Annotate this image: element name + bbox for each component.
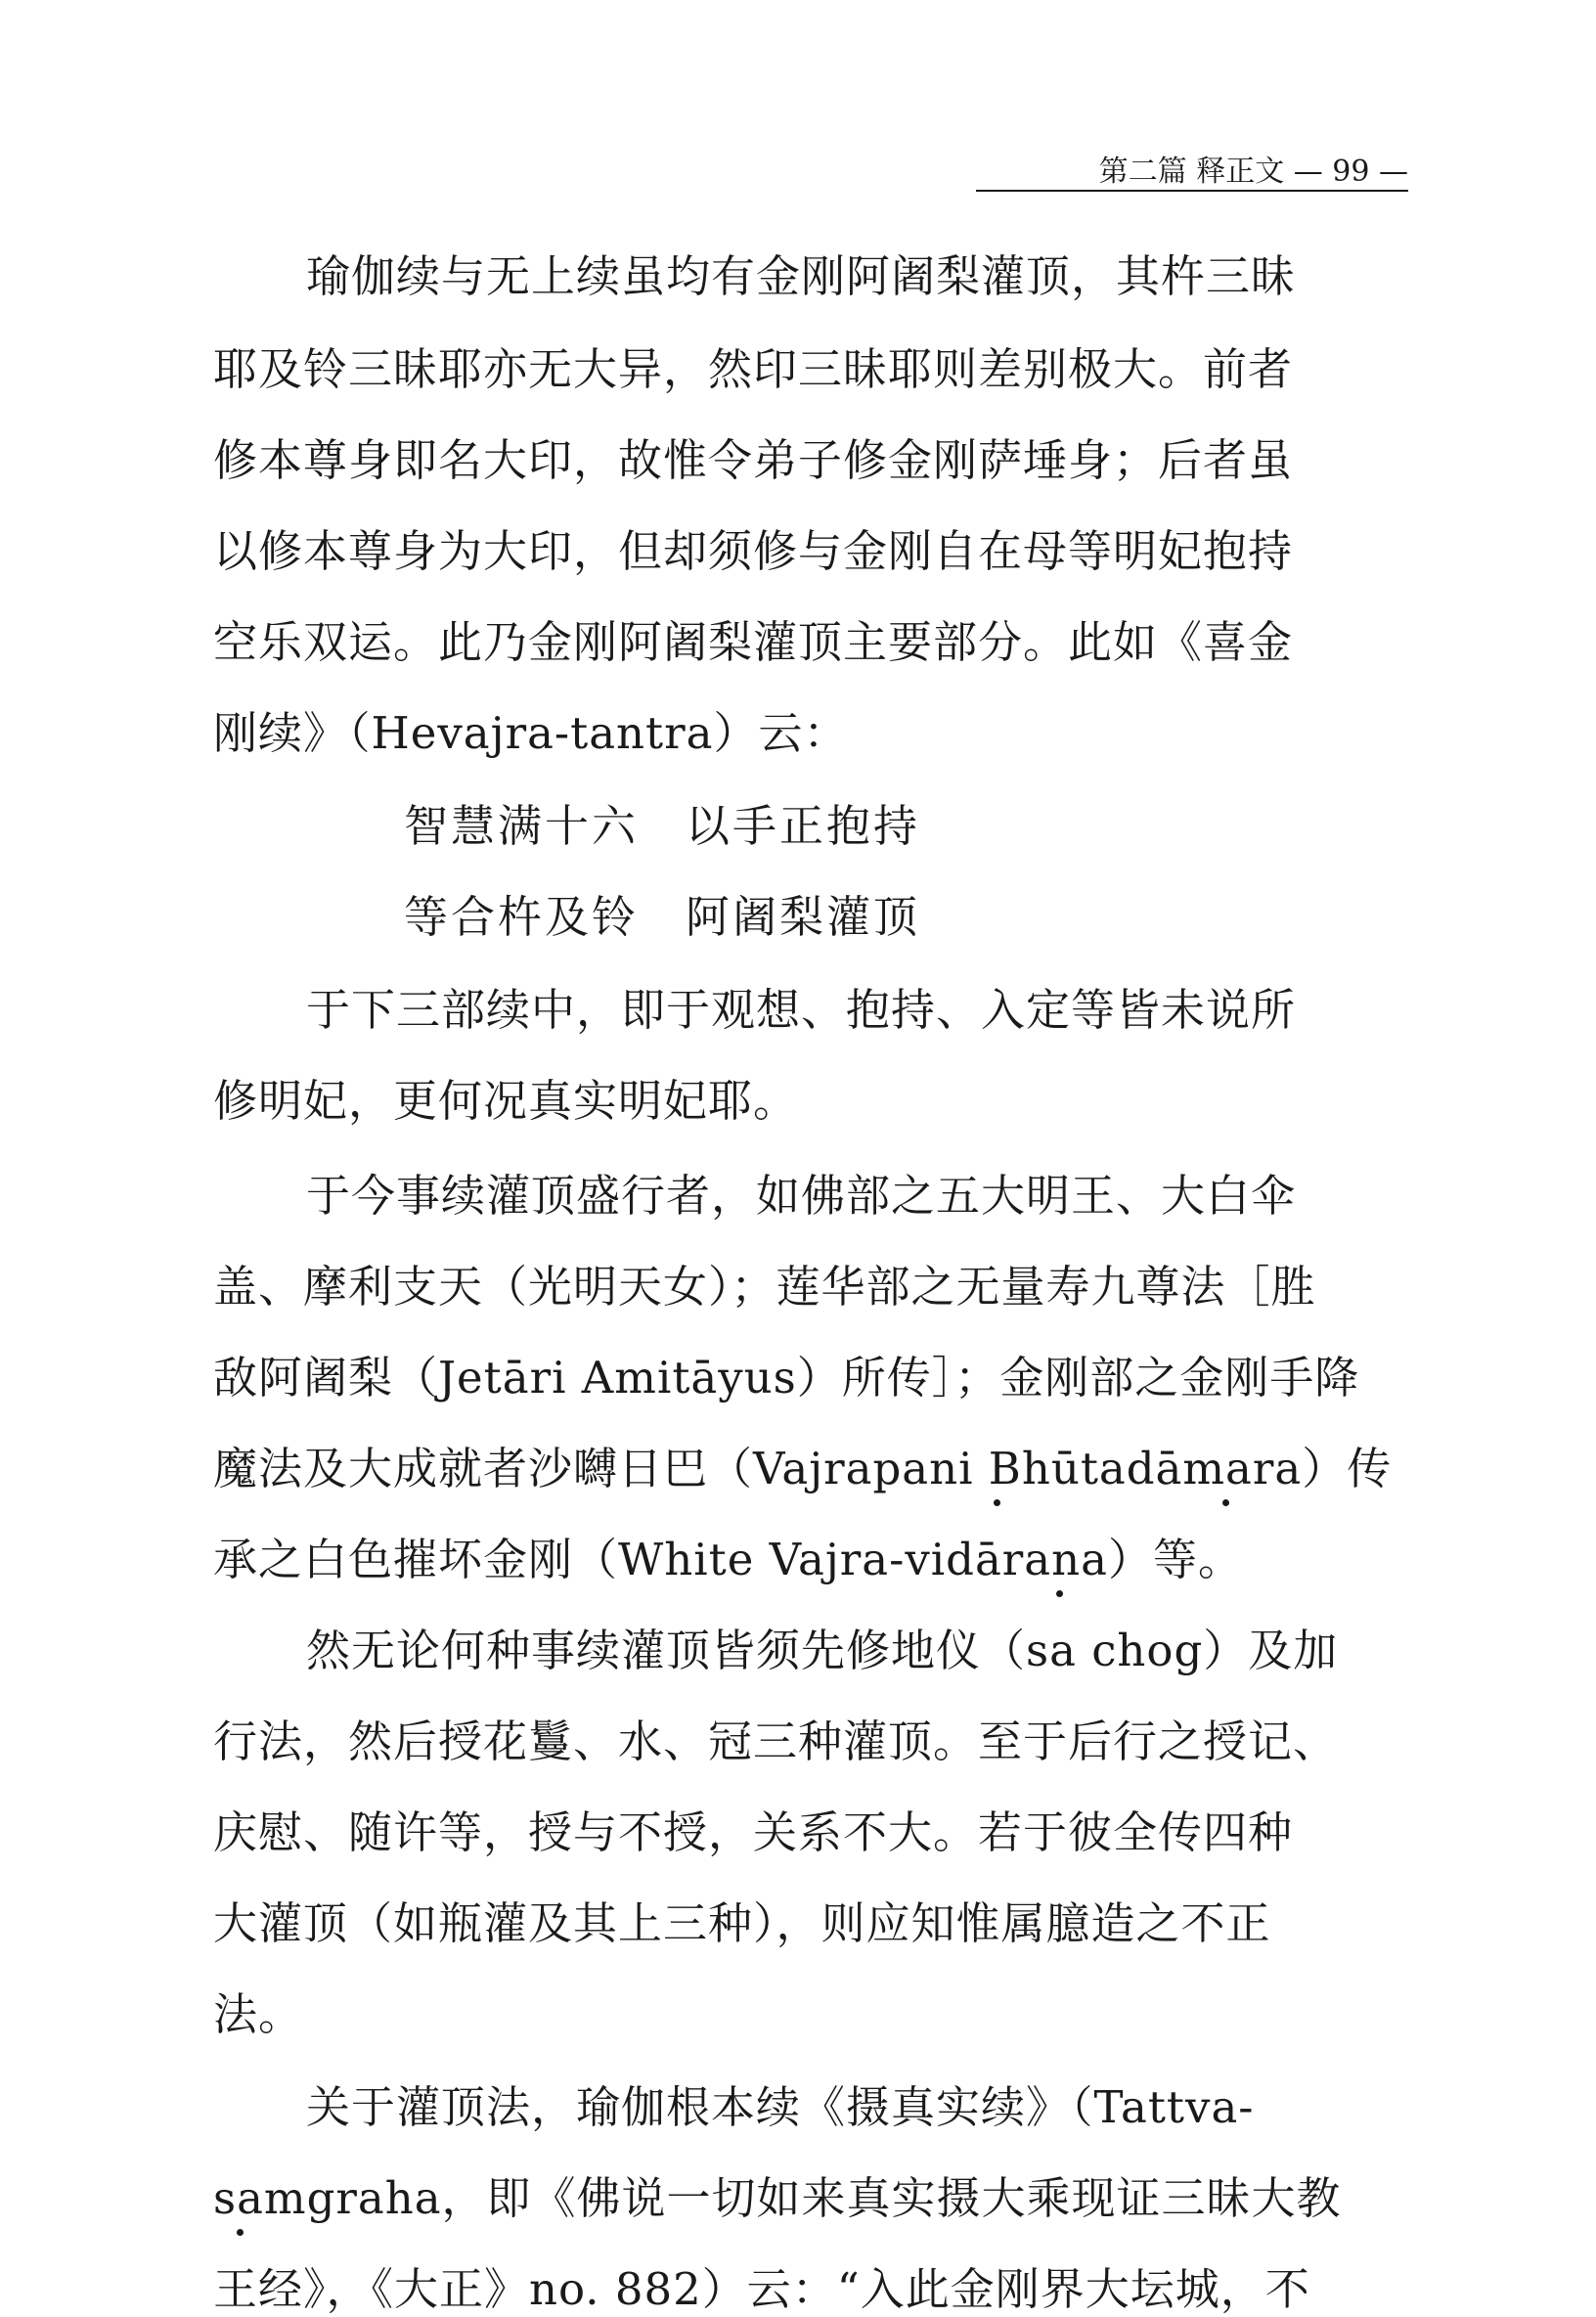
running-header: 第二篇 释正文 — 99 — [1098,155,1408,189]
body-line: 王经》，《大正》no. 882）云：“入此金刚界大坛城，不 [213,2263,1310,2315]
body-line: 于下三部续中，即于观想、抱持、入定等皆未说所 [306,984,1297,1036]
body-line: 修本尊身即名大印，故惟令弟子修金刚萨埵身；后者虽 [213,434,1294,486]
diacritic-dot [1222,1499,1229,1506]
body-line: 瑜伽续与无上续虽均有金刚阿阇梨灌顶，其杵三昧 [306,250,1297,302]
body-line: 关于灌顶法，瑜伽根本续《摄真实续》（Tattva- [306,2081,1255,2133]
diacritic-dot [994,1499,1000,1506]
body-line: 行法，然后授花鬘、水、冠三种灌顶。至于后行之授记、 [213,1715,1339,1767]
body-line: 承之白色摧坏金刚（White Vajra-vidārana）等。 [213,1534,1243,1585]
body-line: 庆慰、随许等，授与不授，关系不大。若于彼全传四种 [213,1806,1294,1858]
body-line: 敌阿阇梨（Jetāri Amitāyus）所传］；金刚部之金刚手降 [213,1352,1360,1404]
body-line: 空乐双运。此乃金刚阿阇梨灌顶主要部分。此如《喜金 [213,616,1294,668]
body-line: 刚续》（Hevajra-tantra）云： [213,707,849,759]
header-rule [976,190,1408,192]
body-line: 然无论何种事续灌顶皆须先修地仪（sa chog）及加 [306,1625,1339,1676]
body-line: 法。 [213,1988,304,2040]
body-line: 魔法及大成就者沙嚩日巴（Vajrapani Bhūtadāmara）传 [213,1443,1393,1494]
body-line: 盖、摩利支天（光明天女）；莲华部之无量寿九尊法［胜 [213,1261,1316,1313]
body-line: 修明妃，更何况真实明妃耶。 [213,1075,799,1127]
body-line: 耶及铃三昧耶亦无大异，然印三昧耶则差别极大。前者 [213,343,1294,395]
body-line: samgraha，即《佛说一切如来真实摄大乘现证三昧大教 [213,2172,1342,2224]
body-line: 大灌顶（如瓶灌及其上三种），则应知惟属臆造之不正 [213,1897,1271,1949]
verse-line: 智慧满十六 以手正抱持 [404,800,921,852]
body-line: 以修本尊身为大印，但却须修与金刚自在母等明妃抱持 [213,525,1294,577]
diacritic-dot [237,2229,244,2236]
verse-line: 等合杵及铃 阿阇梨灌顶 [404,891,921,943]
diacritic-dot [1056,1590,1063,1597]
body-line: 于今事续灌顶盛行者，如佛部之五大明王、大白伞 [306,1170,1297,1222]
